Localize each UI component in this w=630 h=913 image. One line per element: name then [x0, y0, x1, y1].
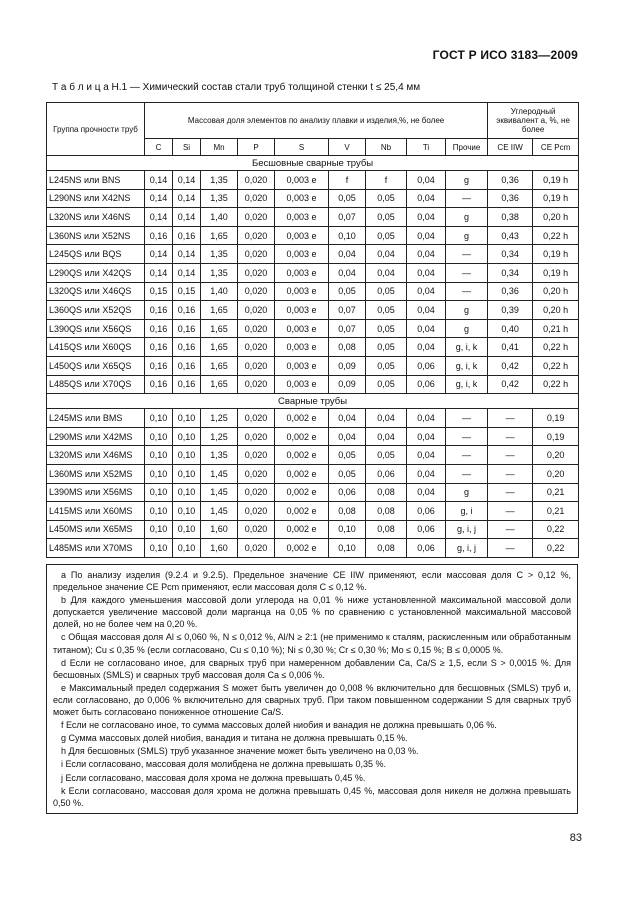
- footnote: f Если не согласовано иное, то сумма массовых долей ниобия и ванадия не должна превышать 0,06 %.: [61, 720, 497, 731]
- value-cell: 0,04: [329, 245, 366, 264]
- value-cell: 0,08: [366, 539, 407, 558]
- value-cell: 1,35: [201, 446, 238, 465]
- value-cell: f: [366, 171, 407, 190]
- value-cell: 0,003 e: [275, 338, 329, 357]
- value-cell: 0,05: [366, 208, 407, 227]
- column-header: V: [329, 139, 366, 156]
- grade-cell: L320MS или X46MS: [47, 446, 145, 465]
- value-cell: 0,020: [238, 171, 275, 190]
- column-header: P: [238, 139, 275, 156]
- value-cell: 1,35: [201, 263, 238, 282]
- value-cell: 1,65: [201, 375, 238, 394]
- table-row: [47, 301, 579, 320]
- value-cell: 0,34: [488, 263, 533, 282]
- table-row: [47, 539, 579, 558]
- value-cell: g: [446, 319, 488, 338]
- grade-cell: L415QS или X60QS: [47, 338, 145, 357]
- group-header: Группа прочности труб: [47, 103, 145, 156]
- value-cell: 0,19: [533, 427, 579, 446]
- value-cell: 0,04: [407, 226, 446, 245]
- value-cell: 0,05: [366, 319, 407, 338]
- footnote: i Если согласовано, массовая доля молибдена не должна превышать 0,35 %.: [61, 759, 386, 770]
- grade-cell: L290NS или X42NS: [47, 189, 145, 208]
- value-cell: 0,05: [366, 338, 407, 357]
- value-cell: 0,020: [238, 464, 275, 483]
- footnote: a По анализу изделия (9.2.4 и 9.2.5). Предельное значение CE IIW применяют, если массовая доля C > 0,12 %, предельное значение CE Pcm применяют, если массовая доля C ≤ 0,12 %.: [53, 570, 571, 593]
- value-cell: 1,45: [201, 464, 238, 483]
- value-cell: 0,20 h: [533, 282, 579, 301]
- value-cell: —: [488, 539, 533, 558]
- value-cell: —: [488, 464, 533, 483]
- value-cell: 0,16: [145, 319, 173, 338]
- section-title: Бесшовные сварные трубы: [47, 156, 579, 171]
- value-cell: 0,20 h: [533, 208, 579, 227]
- grade-cell: L320NS или X46NS: [47, 208, 145, 227]
- value-cell: 0,10: [173, 502, 201, 521]
- value-cell: 0,002 e: [275, 502, 329, 521]
- value-cell: 1,60: [201, 539, 238, 558]
- value-cell: 0,020: [238, 226, 275, 245]
- value-cell: 0,020: [238, 539, 275, 558]
- table-row: [47, 502, 579, 521]
- value-cell: 0,36: [488, 171, 533, 190]
- value-cell: 0,06: [366, 464, 407, 483]
- value-cell: 0,09: [329, 375, 366, 394]
- value-cell: 0,04: [407, 446, 446, 465]
- value-cell: 0,05: [366, 226, 407, 245]
- value-cell: 0,41: [488, 338, 533, 357]
- value-cell: 0,19 h: [533, 189, 579, 208]
- page-number: 83: [569, 832, 582, 844]
- value-cell: 0,08: [366, 520, 407, 539]
- value-cell: 0,21: [533, 502, 579, 521]
- value-cell: 0,04: [407, 319, 446, 338]
- footnote: j Если согласовано, массовая доля хрома не должна превышать 0,45 %.: [61, 772, 366, 783]
- value-cell: 0,05: [366, 446, 407, 465]
- grade-cell: L390QS или X56QS: [47, 319, 145, 338]
- table-row: [47, 282, 579, 301]
- value-cell: 0,07: [329, 301, 366, 320]
- value-cell: 0,10: [173, 483, 201, 502]
- table-row: [47, 189, 579, 208]
- value-cell: 0,002 e: [275, 483, 329, 502]
- value-cell: 0,04: [407, 427, 446, 446]
- value-cell: 0,40: [488, 319, 533, 338]
- value-cell: 0,14: [173, 208, 201, 227]
- value-cell: 0,05: [366, 301, 407, 320]
- value-cell: 1,65: [201, 338, 238, 357]
- grade-cell: L415MS или X60MS: [47, 502, 145, 521]
- value-cell: 0,020: [238, 208, 275, 227]
- value-cell: 0,10: [329, 520, 366, 539]
- value-cell: 0,16: [173, 356, 201, 375]
- grade-cell: L450MS или X65MS: [47, 520, 145, 539]
- footnote: k Если согласовано, массовая доля хрома не должна превышать 0,45 %, массовая доля никеля не должна превышать 0,50 %.: [53, 785, 571, 808]
- value-cell: 0,08: [329, 338, 366, 357]
- value-cell: g, i, k: [446, 356, 488, 375]
- table-caption: Т а б л и ц а Н.1 — Химический состав стали труб толщиной стенки t ≤ 25,4 мм: [52, 82, 421, 93]
- footnote: d Если не согласовано иное, для сварных труб при намеренном добавлении Ca, Ca/S ≥ 1,5, если S > 0,0015 %. Для бесшовных (SMLS) и сварных труб массовая доля Ca ≤ 0,006 %.: [53, 657, 571, 680]
- value-cell: 0,06: [407, 375, 446, 394]
- value-cell: g, i, j: [446, 539, 488, 558]
- value-cell: 0,003 e: [275, 226, 329, 245]
- value-cell: 0,10: [173, 539, 201, 558]
- value-cell: 0,14: [173, 189, 201, 208]
- value-cell: —: [446, 263, 488, 282]
- value-cell: 0,020: [238, 483, 275, 502]
- value-cell: 0,42: [488, 375, 533, 394]
- value-cell: g: [446, 171, 488, 190]
- value-cell: 1,45: [201, 502, 238, 521]
- value-cell: 0,020: [238, 245, 275, 264]
- value-cell: 0,08: [366, 483, 407, 502]
- footnote: h Для бесшовных (SMLS) труб указанное значение может быть увеличено на 0,03 %.: [61, 746, 419, 757]
- value-cell: g, i: [446, 502, 488, 521]
- column-header: CE IIW: [488, 139, 533, 156]
- value-cell: 0,34: [488, 245, 533, 264]
- value-cell: 0,16: [173, 301, 201, 320]
- value-cell: 0,19: [533, 409, 579, 428]
- value-cell: 0,020: [238, 502, 275, 521]
- value-cell: 0,16: [145, 226, 173, 245]
- grade-cell: L290QS или X42QS: [47, 263, 145, 282]
- value-cell: 0,002 e: [275, 520, 329, 539]
- value-cell: 0,05: [366, 189, 407, 208]
- value-cell: 0,07: [329, 319, 366, 338]
- value-cell: 0,002 e: [275, 409, 329, 428]
- value-cell: 0,10: [173, 427, 201, 446]
- value-cell: 0,003 e: [275, 245, 329, 264]
- value-cell: 0,003 e: [275, 189, 329, 208]
- value-cell: 0,04: [366, 427, 407, 446]
- value-cell: —: [446, 446, 488, 465]
- value-cell: 0,003 e: [275, 319, 329, 338]
- value-cell: 0,09: [329, 356, 366, 375]
- value-cell: g, i, k: [446, 375, 488, 394]
- table-row: [47, 263, 579, 282]
- value-cell: 0,14: [173, 263, 201, 282]
- value-cell: 0,04: [407, 245, 446, 264]
- value-cell: 0,04: [407, 208, 446, 227]
- value-cell: 0,16: [145, 338, 173, 357]
- value-cell: —: [488, 446, 533, 465]
- value-cell: 1,65: [201, 301, 238, 320]
- table-row: [47, 171, 579, 190]
- value-cell: 0,10: [145, 446, 173, 465]
- value-cell: 0,10: [145, 520, 173, 539]
- value-cell: 0,39: [488, 301, 533, 320]
- value-cell: 0,05: [329, 189, 366, 208]
- value-cell: 0,10: [145, 483, 173, 502]
- value-cell: 0,19 h: [533, 171, 579, 190]
- table-row: [47, 375, 579, 394]
- value-cell: g, i, k: [446, 338, 488, 357]
- value-cell: 0,020: [238, 319, 275, 338]
- column-header: Ti: [407, 139, 446, 156]
- value-cell: 0,04: [407, 483, 446, 502]
- value-cell: 0,36: [488, 282, 533, 301]
- footnotes: [46, 564, 578, 814]
- value-cell: 0,003 e: [275, 301, 329, 320]
- value-cell: 0,05: [329, 464, 366, 483]
- value-cell: g: [446, 226, 488, 245]
- value-cell: 0,003 e: [275, 375, 329, 394]
- value-cell: 0,10: [173, 409, 201, 428]
- table-row: [47, 483, 579, 502]
- column-header: Прочие: [446, 139, 488, 156]
- value-cell: 0,020: [238, 375, 275, 394]
- value-cell: 0,22 h: [533, 338, 579, 357]
- value-cell: 0,43: [488, 226, 533, 245]
- value-cell: 0,002 e: [275, 464, 329, 483]
- value-cell: 0,22: [533, 520, 579, 539]
- value-cell: 0,05: [329, 446, 366, 465]
- table-row: [47, 319, 579, 338]
- value-cell: 0,020: [238, 338, 275, 357]
- value-cell: —: [446, 409, 488, 428]
- value-cell: 1,40: [201, 282, 238, 301]
- value-cell: 0,05: [329, 282, 366, 301]
- value-cell: 0,16: [173, 338, 201, 357]
- value-cell: 0,10: [329, 539, 366, 558]
- value-cell: 0,14: [145, 189, 173, 208]
- grade-cell: L290MS или X42MS: [47, 427, 145, 446]
- value-cell: —: [488, 502, 533, 521]
- value-cell: 0,020: [238, 427, 275, 446]
- value-cell: 0,04: [366, 245, 407, 264]
- mass-header: Массовая доля элементов по анализу плавки и изделия,%, не более: [145, 103, 488, 139]
- value-cell: 1,65: [201, 356, 238, 375]
- value-cell: 0,10: [173, 464, 201, 483]
- value-cell: 1,40: [201, 208, 238, 227]
- value-cell: 0,10: [145, 427, 173, 446]
- value-cell: 0,10: [145, 539, 173, 558]
- value-cell: 0,020: [238, 409, 275, 428]
- value-cell: 0,003 e: [275, 263, 329, 282]
- carbon-header: Углеродный эквивалент а, %, не более: [488, 103, 579, 139]
- value-cell: 0,06: [407, 520, 446, 539]
- grade-cell: L245QS или BQS: [47, 245, 145, 264]
- value-cell: 0,08: [329, 502, 366, 521]
- value-cell: 0,16: [145, 356, 173, 375]
- value-cell: 1,25: [201, 409, 238, 428]
- value-cell: 0,020: [238, 189, 275, 208]
- value-cell: 0,16: [173, 319, 201, 338]
- value-cell: 0,020: [238, 263, 275, 282]
- value-cell: 0,020: [238, 301, 275, 320]
- column-header: Nb: [366, 139, 407, 156]
- value-cell: 0,22 h: [533, 375, 579, 394]
- grade-cell: L245MS или BMS: [47, 409, 145, 428]
- table-row: [47, 446, 579, 465]
- value-cell: —: [446, 189, 488, 208]
- value-cell: 0,14: [145, 171, 173, 190]
- value-cell: 0,06: [407, 502, 446, 521]
- footnote: e Максимальный предел содержания S может быть увеличен до 0,008 % включительно для бесшовных (SMLS) труб и, если согласовано, до 0,006 % включительно для сварных труб. При таком повышенном содержании S для сварных труб может быть согласовано пониженное отношение Ca/S.: [53, 682, 571, 718]
- value-cell: 0,04: [407, 171, 446, 190]
- document-header: ГОСТ Р ИСО 3183—2009: [432, 48, 578, 62]
- value-cell: 0,19 h: [533, 263, 579, 282]
- section-title: Сварные трубы: [47, 394, 579, 409]
- grade-cell: L390MS или X56MS: [47, 483, 145, 502]
- value-cell: 0,05: [366, 375, 407, 394]
- value-cell: 0,21 h: [533, 319, 579, 338]
- value-cell: 0,002 e: [275, 446, 329, 465]
- value-cell: 0,14: [145, 263, 173, 282]
- value-cell: 0,020: [238, 356, 275, 375]
- value-cell: 0,04: [407, 263, 446, 282]
- value-cell: 0,04: [366, 263, 407, 282]
- value-cell: 0,003 e: [275, 208, 329, 227]
- value-cell: 0,002 e: [275, 539, 329, 558]
- value-cell: 1,35: [201, 245, 238, 264]
- value-cell: 1,45: [201, 483, 238, 502]
- grade-cell: L485QS или X70QS: [47, 375, 145, 394]
- value-cell: 0,14: [173, 171, 201, 190]
- value-cell: 0,10: [329, 226, 366, 245]
- grade-cell: L450QS или X65QS: [47, 356, 145, 375]
- value-cell: 1,35: [201, 189, 238, 208]
- value-cell: 0,06: [329, 483, 366, 502]
- value-cell: 0,10: [173, 520, 201, 539]
- grade-cell: L360NS или X52NS: [47, 226, 145, 245]
- column-header: CE Pcm: [533, 139, 579, 156]
- value-cell: 0,10: [145, 502, 173, 521]
- value-cell: 1,25: [201, 427, 238, 446]
- value-cell: —: [446, 427, 488, 446]
- value-cell: 0,003 e: [275, 356, 329, 375]
- value-cell: 0,04: [407, 338, 446, 357]
- table-row: [47, 464, 579, 483]
- value-cell: 0,10: [145, 409, 173, 428]
- value-cell: 0,04: [366, 409, 407, 428]
- column-header: C: [145, 139, 173, 156]
- grade-cell: L245NS или BNS: [47, 171, 145, 190]
- grade-cell: L360QS или X52QS: [47, 301, 145, 320]
- value-cell: f: [329, 171, 366, 190]
- table-row: [47, 409, 579, 428]
- value-cell: 0,020: [238, 520, 275, 539]
- table-row: [47, 338, 579, 357]
- column-header: S: [275, 139, 329, 156]
- footnote: g Сумма массовых долей ниобия, ванадия и титана не должна превышать 0,15 %.: [61, 733, 408, 744]
- grade-cell: L360MS или X52MS: [47, 464, 145, 483]
- table-row: [47, 427, 579, 446]
- value-cell: 0,22: [533, 539, 579, 558]
- grade-cell: L320QS или X46QS: [47, 282, 145, 301]
- value-cell: 0,15: [145, 282, 173, 301]
- value-cell: g, i, j: [446, 520, 488, 539]
- value-cell: 0,020: [238, 282, 275, 301]
- value-cell: —: [446, 282, 488, 301]
- grade-cell: L485MS или X70MS: [47, 539, 145, 558]
- value-cell: 0,003 e: [275, 282, 329, 301]
- value-cell: —: [488, 520, 533, 539]
- value-cell: 0,04: [329, 427, 366, 446]
- value-cell: g: [446, 208, 488, 227]
- value-cell: 0,04: [407, 301, 446, 320]
- value-cell: 0,14: [145, 245, 173, 264]
- value-cell: 0,020: [238, 446, 275, 465]
- chemical-composition-table: [46, 102, 579, 558]
- value-cell: 0,36: [488, 189, 533, 208]
- value-cell: 0,06: [407, 539, 446, 558]
- value-cell: 0,20: [533, 464, 579, 483]
- value-cell: 1,60: [201, 520, 238, 539]
- value-cell: —: [446, 464, 488, 483]
- table-row: [47, 245, 579, 264]
- footnote: b Для каждого уменьшения массовой доли углерода на 0,01 % ниже установленной максимальной массовой доли допускается увеличение массовой доли марганца на 0,05 % по сравнению с установленной максимальной массовой долей, но не более чем на 0,20 %.: [53, 595, 571, 630]
- value-cell: 0,04: [329, 263, 366, 282]
- value-cell: 0,42: [488, 356, 533, 375]
- value-cell: 0,10: [173, 446, 201, 465]
- value-cell: —: [488, 409, 533, 428]
- value-cell: 0,21: [533, 483, 579, 502]
- value-cell: —: [488, 427, 533, 446]
- value-cell: 1,65: [201, 226, 238, 245]
- value-cell: 0,22 h: [533, 226, 579, 245]
- table-row: [47, 226, 579, 245]
- value-cell: 0,22 h: [533, 356, 579, 375]
- value-cell: 0,05: [366, 282, 407, 301]
- table-row: [47, 356, 579, 375]
- value-cell: 0,14: [173, 245, 201, 264]
- value-cell: 1,65: [201, 319, 238, 338]
- value-cell: 0,04: [407, 282, 446, 301]
- value-cell: 0,16: [173, 226, 201, 245]
- value-cell: 0,16: [145, 375, 173, 394]
- value-cell: 0,003 e: [275, 171, 329, 190]
- value-cell: 0,06: [407, 356, 446, 375]
- value-cell: 0,04: [329, 409, 366, 428]
- value-cell: 0,002 e: [275, 427, 329, 446]
- value-cell: 0,38: [488, 208, 533, 227]
- value-cell: 0,20: [533, 446, 579, 465]
- value-cell: 0,05: [366, 356, 407, 375]
- value-cell: g: [446, 483, 488, 502]
- value-cell: 0,04: [407, 464, 446, 483]
- value-cell: 0,10: [145, 464, 173, 483]
- column-header: Mn: [201, 139, 238, 156]
- value-cell: 0,15: [173, 282, 201, 301]
- value-cell: 0,19 h: [533, 245, 579, 264]
- value-cell: g: [446, 301, 488, 320]
- value-cell: 0,20 h: [533, 301, 579, 320]
- value-cell: 0,08: [366, 502, 407, 521]
- value-cell: 0,16: [145, 301, 173, 320]
- footnote: c Общая массовая доля Al ≤ 0,060 %, N ≤ 0,012 %, Al/N ≥ 2:1 (не применимо к сталям, раскисленным или обработанным титаном); Cu ≤ 0,35 % (если согласовано, Cu ≤ 0,10 %); Ni ≤ 0,30 %; Cr ≤ 0,30 %; Mo ≤ 0,15 %; B ≤ 0,0005 %.: [53, 632, 571, 655]
- table-row: [47, 520, 579, 539]
- value-cell: 0,04: [407, 189, 446, 208]
- value-cell: 0,04: [407, 409, 446, 428]
- value-cell: 0,07: [329, 208, 366, 227]
- value-cell: 1,35: [201, 171, 238, 190]
- value-cell: —: [488, 483, 533, 502]
- table-row: [47, 208, 579, 227]
- value-cell: —: [446, 245, 488, 264]
- value-cell: 0,14: [145, 208, 173, 227]
- value-cell: 0,16: [173, 375, 201, 394]
- column-header: Si: [173, 139, 201, 156]
